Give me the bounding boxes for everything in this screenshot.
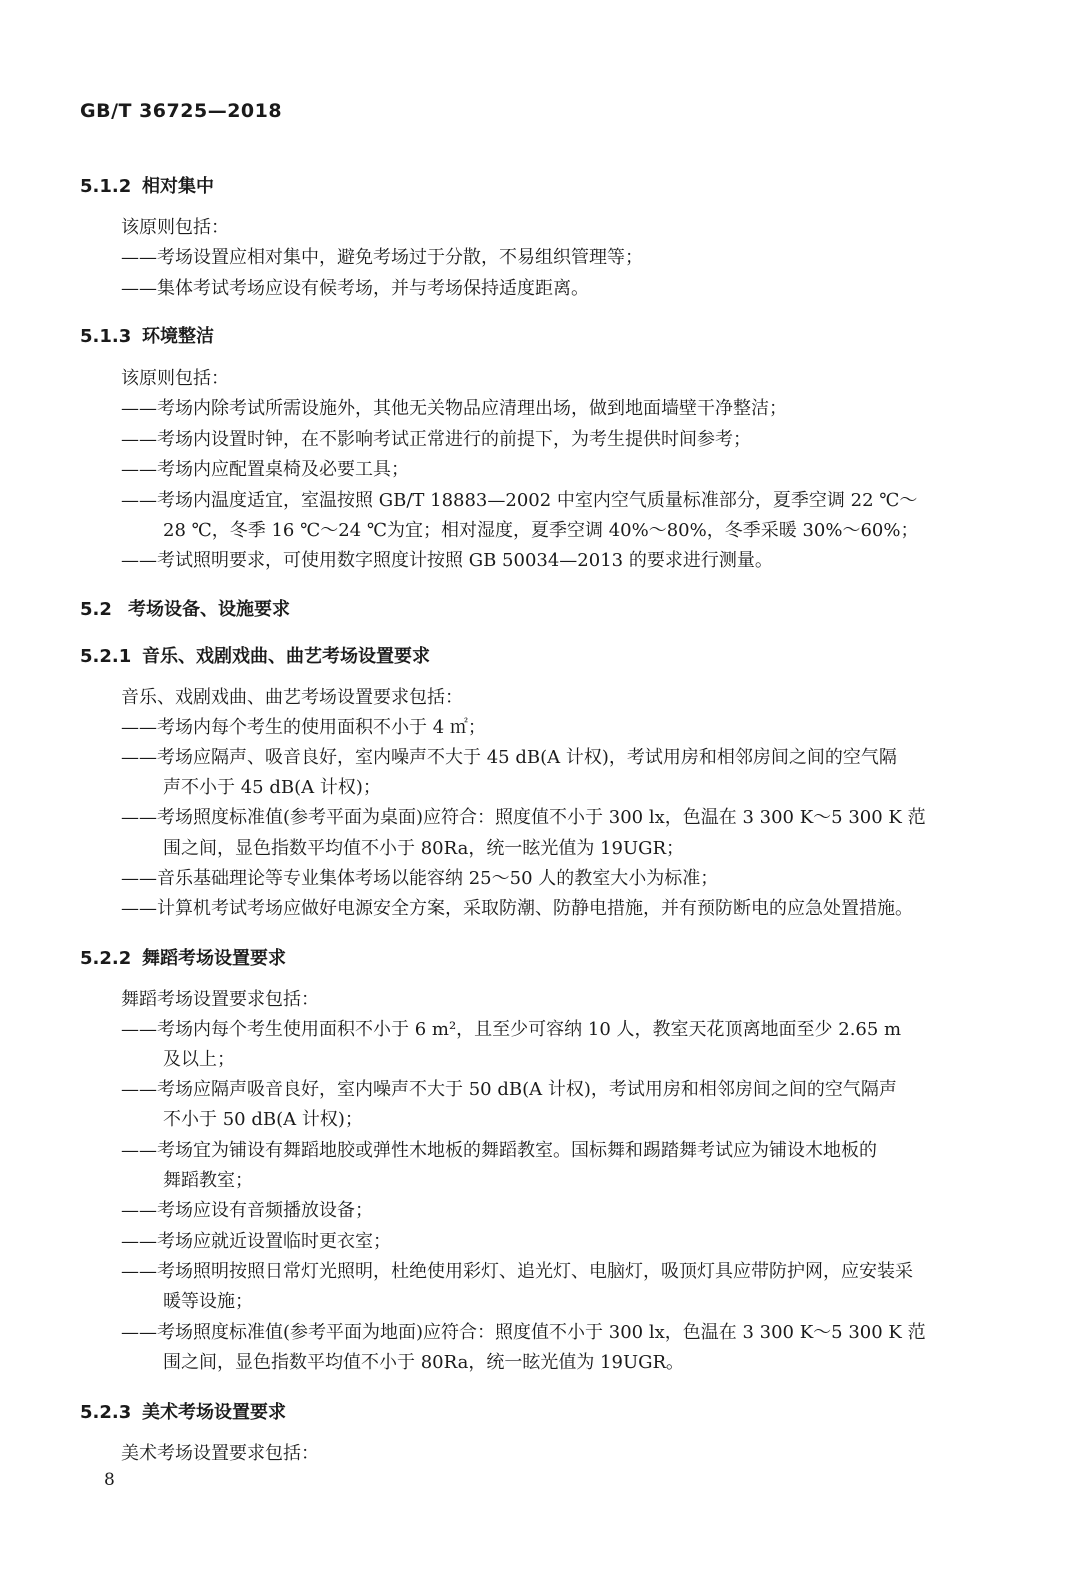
list-item: ——考场内每个考生的使用面积不小于 4 ㎡； bbox=[121, 717, 486, 738]
section-title: 考场设备、设施要求 bbox=[128, 599, 290, 620]
list-item-continuation: 声不小于 45 dB(A 计权)； bbox=[163, 777, 381, 798]
paragraph-line: 该原则包括： bbox=[121, 368, 229, 389]
list-item: ——考场应就近设置临时更衣室； bbox=[121, 1231, 391, 1252]
section-title: 相对集中 bbox=[142, 176, 214, 197]
section-heading-5-2-3 bbox=[80, 1398, 286, 1424]
list-item: ——考场内温度适宜，室温按照 GB/T 18883—2002 中室内空气质量标准部分，夏季空调 22 ℃～ bbox=[121, 490, 918, 511]
section-title: 美术考场设置要求 bbox=[142, 1402, 286, 1423]
list-item: ——考试照明要求，可使用数字照度计按照 GB 50034—2013 的要求进行测量。 bbox=[121, 550, 773, 571]
section-heading-5-1-3 bbox=[80, 322, 214, 348]
list-item: ——考场照度标准值(参考平面为桌面)应符合：照度值不小于 300 lx，色温在 3 300 K～5 300 K 范 bbox=[121, 807, 926, 828]
list-item: ——计算机考试考场应做好电源安全方案，采取防潮、防静电措施，并有预防断电的应急处置措施。 bbox=[121, 898, 913, 919]
list-item: ——音乐基础理论等专业集体考场以能容纳 25～50 人的教室大小为标准； bbox=[121, 868, 719, 889]
list-item-continuation: 28 ℃，冬季 16 ℃～24 ℃为宜；相对湿度，夏季空调 40%～80%，冬季采暖 30%～60%； bbox=[163, 520, 919, 541]
paragraph-line: 音乐、戏剧戏曲、曲艺考场设置要求包括： bbox=[121, 687, 463, 708]
list-item: ——考场照度标准值(参考平面为地面)应符合：照度值不小于 300 lx，色温在 3 300 K～5 300 K 范 bbox=[121, 1322, 926, 1343]
list-item: ——考场内每个考生使用面积不小于 6 m²，且至少可容纳 10 人，教室天花顶离地面至少 2.65 m bbox=[121, 1019, 902, 1040]
page-number: 8 bbox=[104, 1470, 115, 1490]
list-item: ——考场应隔声吸音良好，室内噪声不大于 50 dB(A 计权)，考试用房和相邻房间之间的空气隔声 bbox=[121, 1079, 897, 1100]
section-heading-5-1-2 bbox=[80, 172, 214, 198]
paragraph-line: 美术考场设置要求包括： bbox=[121, 1443, 319, 1464]
list-item: ——考场设置应相对集中，避免考场过于分散，不易组织管理等； bbox=[121, 247, 643, 268]
section-number: 5.2.1 bbox=[80, 646, 132, 667]
section-heading-5-2-1 bbox=[80, 642, 430, 668]
list-item: ——考场应设有音频播放设备； bbox=[121, 1200, 373, 1221]
list-item: ——集体考试考场应设有候考场，并与考场保持适度距离。 bbox=[121, 278, 589, 299]
section-number: 5.1.2 bbox=[80, 176, 132, 197]
section-number: 5.2.2 bbox=[80, 948, 132, 969]
list-item-continuation: 及以上； bbox=[163, 1049, 235, 1070]
standard-code: GB/T 36725—2018 bbox=[80, 100, 283, 122]
list-item-continuation: 围之间，显色指数平均值不小于 80Ra，统一眩光值为 19UGR。 bbox=[163, 1352, 685, 1373]
section-heading-5-2-2 bbox=[80, 944, 286, 970]
list-item: ——考场宜为铺设有舞蹈地胶或弹性木地板的舞蹈教室。国标舞和踢踏舞考试应为铺设木地板的 bbox=[121, 1140, 877, 1161]
list-item: ——考场内应配置桌椅及必要工具； bbox=[121, 459, 409, 480]
paragraph-line: 该原则包括： bbox=[121, 217, 229, 238]
list-item: ——考场内设置时钟，在不影响考试正常进行的前提下，为考生提供时间参考； bbox=[121, 429, 751, 450]
section-title: 舞蹈考场设置要求 bbox=[142, 948, 286, 969]
section-number: 5.1.3 bbox=[80, 326, 132, 347]
paragraph-line: 舞蹈考场设置要求包括： bbox=[121, 989, 319, 1010]
section-number: 5.2.3 bbox=[80, 1402, 132, 1423]
section-title: 环境整洁 bbox=[142, 326, 214, 347]
section-heading-5-2 bbox=[80, 595, 290, 621]
list-item: ——考场照明按照日常灯光照明，杜绝使用彩灯、追光灯、电脑灯，吸顶灯具应带防护网，应安装采 bbox=[121, 1261, 913, 1282]
list-item: ——考场应隔声、吸音良好，室内噪声不大于 45 dB(A 计权)，考试用房和相邻房间之间的空气隔 bbox=[121, 747, 897, 768]
list-item-continuation: 不小于 50 dB(A 计权)； bbox=[163, 1109, 363, 1130]
section-number: 5.2 bbox=[80, 599, 112, 620]
section-title: 音乐、戏剧戏曲、曲艺考场设置要求 bbox=[142, 646, 430, 667]
list-item: ——考场内除考试所需设施外，其他无关物品应清理出场，做到地面墙壁干净整洁； bbox=[121, 398, 787, 419]
list-item-continuation: 围之间，显色指数平均值不小于 80Ra，统一眩光值为 19UGR； bbox=[163, 838, 685, 859]
list-item-continuation: 舞蹈教室； bbox=[163, 1170, 253, 1191]
list-item-continuation: 暖等设施； bbox=[163, 1291, 253, 1312]
